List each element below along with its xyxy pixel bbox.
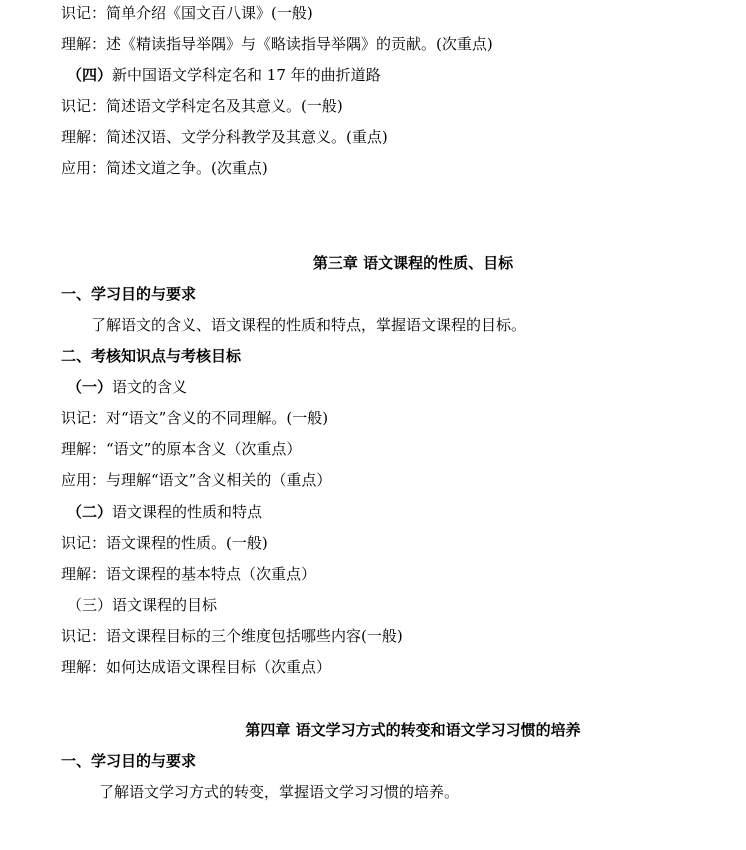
text-line: 识记：语文课程目标的三个维度包括哪些内容(一般) [61, 627, 403, 645]
subsection-number: （二） [67, 503, 113, 521]
paragraph: 了解语文学习方式的转变，掌握语文学习习惯的培养。 [99, 783, 460, 801]
subsection-number: （一） [67, 378, 113, 396]
text-line: 理解：述《精读指导举隅》与《略读指导举隅》的贡献。(次重点) [61, 35, 493, 53]
subsection-heading [67, 502, 262, 522]
subsection-title: 语文课程的性质和特点 [112, 503, 263, 521]
subsection-heading: （三）语文课程的目标 [67, 596, 218, 614]
chapter-title: 第三章 语文课程的性质、目标 [312, 254, 514, 272]
text-line: 识记：简述语文学科定名及其意义。(一般) [61, 97, 343, 115]
chapter-title: 第四章 语文学习方式的转变和语文学习习惯的培养 [245, 721, 581, 739]
paragraph: 了解语文的含义、语文课程的性质和特点，掌握语文课程的目标。 [91, 316, 527, 334]
text-line: 理解：简述汉语、文学分科教学及其意义。(重点) [61, 128, 388, 146]
text-line: 理解：语文课程的基本特点（次重点） [61, 565, 317, 583]
section-heading: 二、考核知识点与考核目标 [61, 347, 242, 365]
section-heading: 一、学习目的与要求 [61, 285, 197, 303]
section-title: 新中国语文学科定名和 17 年的曲折道路 [112, 66, 381, 84]
section-heading [67, 65, 381, 85]
section-number: （四） [67, 66, 113, 84]
text-line: 理解：“语文”的原本含义（次重点） [61, 440, 302, 458]
text-line: 理解：如何达成语文课程目标（次重点） [61, 658, 332, 676]
text-line: 应用：简述文道之争。(次重点) [61, 159, 268, 177]
text-line: 识记：对“语文”含义的不同理解。(一般) [61, 409, 329, 427]
section-heading: 一、学习目的与要求 [61, 752, 197, 770]
text-line: 识记：语文课程的性质。(一般) [61, 534, 268, 552]
text-line: 识记：简单介绍《国文百八课》(一般) [61, 4, 313, 22]
subsection-title: 语文的含义 [112, 378, 188, 396]
text-line: 应用：与理解“语文”含义相关的（重点） [61, 471, 332, 489]
subsection-heading [67, 377, 187, 397]
